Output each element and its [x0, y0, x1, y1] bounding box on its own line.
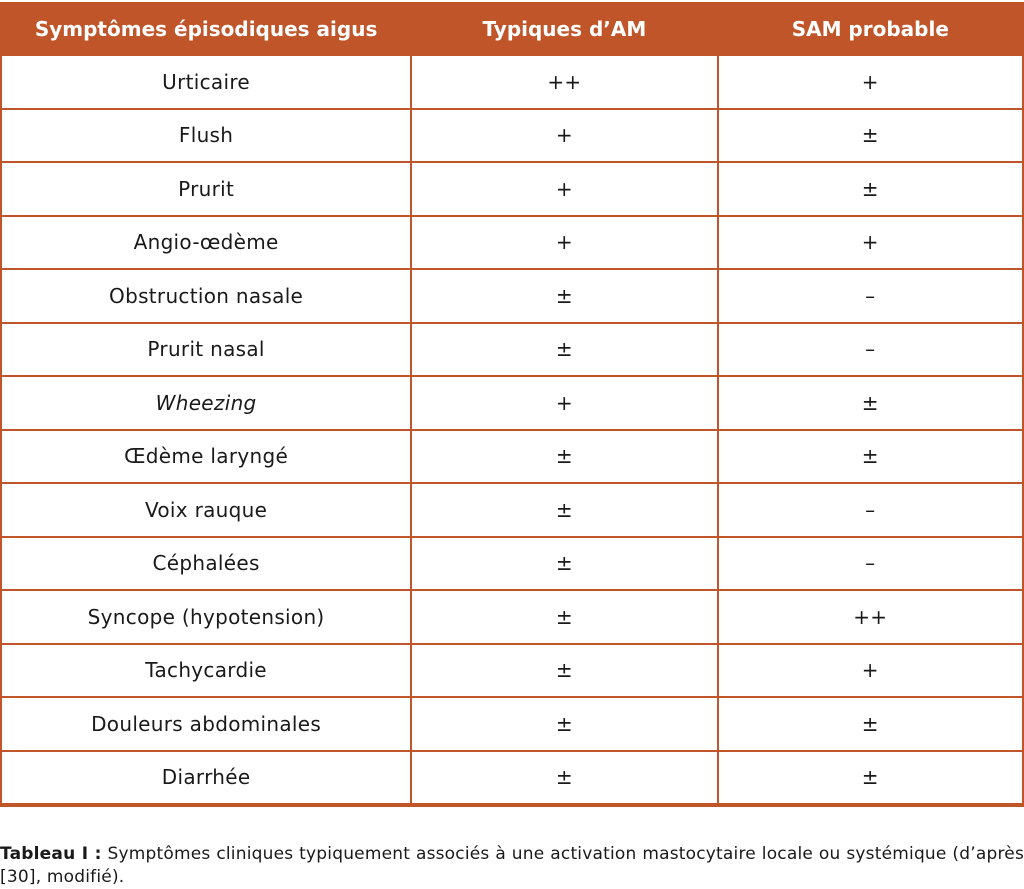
- typical-am-cell: ±: [412, 752, 716, 804]
- sam-probable-cell: ±: [719, 431, 1022, 483]
- typical-am-cell: ±: [412, 270, 716, 322]
- sam-probable-cell: –: [719, 324, 1022, 376]
- sam-probable-cell: –: [719, 484, 1022, 536]
- symptom-cell: Diarrhée: [2, 752, 410, 804]
- table-row: [2, 324, 1022, 376]
- table-row: [2, 377, 1022, 429]
- symptom-cell: Prurit nasal: [2, 324, 410, 376]
- symptom-cell: Syncope (hypotension): [2, 591, 410, 643]
- symptom-cell: Angio-œdème: [2, 217, 410, 269]
- symptoms-table: [0, 2, 1024, 805]
- typical-am-cell: ±: [412, 484, 716, 536]
- symptom-cell: Prurit: [2, 163, 410, 215]
- caption-text: Symptômes cliniques typiquement associés à une activation mastocytaire locale ou systémique (d’après [30], modifié).: [0, 844, 1024, 887]
- sam-probable-cell: ±: [719, 377, 1022, 429]
- typical-am-cell: ±: [412, 698, 716, 750]
- header-sam-probable: SAM probable: [719, 4, 1022, 54]
- caption-label: Tableau I :: [0, 844, 102, 864]
- typical-am-cell: ±: [412, 431, 716, 483]
- table-row: [2, 431, 1022, 483]
- typical-am-cell: +: [412, 217, 716, 269]
- table-row: [2, 270, 1022, 322]
- typical-am-cell: ±: [412, 591, 716, 643]
- table-body: [2, 56, 1022, 803]
- typical-am-cell: ±: [412, 538, 716, 590]
- table-row: [2, 645, 1022, 697]
- table-row: [2, 591, 1022, 643]
- typical-am-cell: ±: [412, 645, 716, 697]
- header-symptoms: Symptômes épisodiques aigus: [2, 4, 410, 54]
- table-row: [2, 56, 1022, 108]
- typical-am-cell: +: [412, 163, 716, 215]
- symptom-cell: Urticaire: [2, 56, 410, 108]
- symptom-cell: Tachycardie: [2, 645, 410, 697]
- sam-probable-cell: ±: [719, 752, 1022, 804]
- symptom-cell: Obstruction nasale: [2, 270, 410, 322]
- typical-am-cell: +: [412, 377, 716, 429]
- typical-am-cell: ++: [412, 56, 716, 108]
- sam-probable-cell: +: [719, 217, 1022, 269]
- sam-probable-cell: +: [719, 645, 1022, 697]
- typical-am-cell: ±: [412, 324, 716, 376]
- table-row: [2, 163, 1022, 215]
- sam-probable-cell: –: [719, 270, 1022, 322]
- table-caption: [0, 843, 1024, 889]
- typical-am-cell: +: [412, 110, 716, 162]
- sam-probable-cell: ±: [719, 698, 1022, 750]
- table-row: [2, 752, 1022, 804]
- sam-probable-cell: –: [719, 538, 1022, 590]
- sam-probable-cell: ±: [719, 163, 1022, 215]
- header-row: [2, 4, 1022, 54]
- table-row: [2, 217, 1022, 269]
- table-header: [2, 4, 1022, 54]
- table-row: [2, 698, 1022, 750]
- symptom-cell: Flush: [2, 110, 410, 162]
- table-row: [2, 538, 1022, 590]
- table-row: [2, 484, 1022, 536]
- header-typical-am: Typiques d’AM: [412, 4, 716, 54]
- sam-probable-cell: +: [719, 56, 1022, 108]
- sam-probable-cell: ±: [719, 110, 1022, 162]
- symptom-cell: Voix rauque: [2, 484, 410, 536]
- symptoms-table-container: [0, 2, 1024, 807]
- table-row: [2, 110, 1022, 162]
- symptom-cell: Douleurs abdominales: [2, 698, 410, 750]
- symptom-cell: Céphalées: [2, 538, 410, 590]
- sam-probable-cell: ++: [719, 591, 1022, 643]
- symptom-cell: Œdème laryngé: [2, 431, 410, 483]
- symptom-cell: Wheezing: [2, 377, 410, 429]
